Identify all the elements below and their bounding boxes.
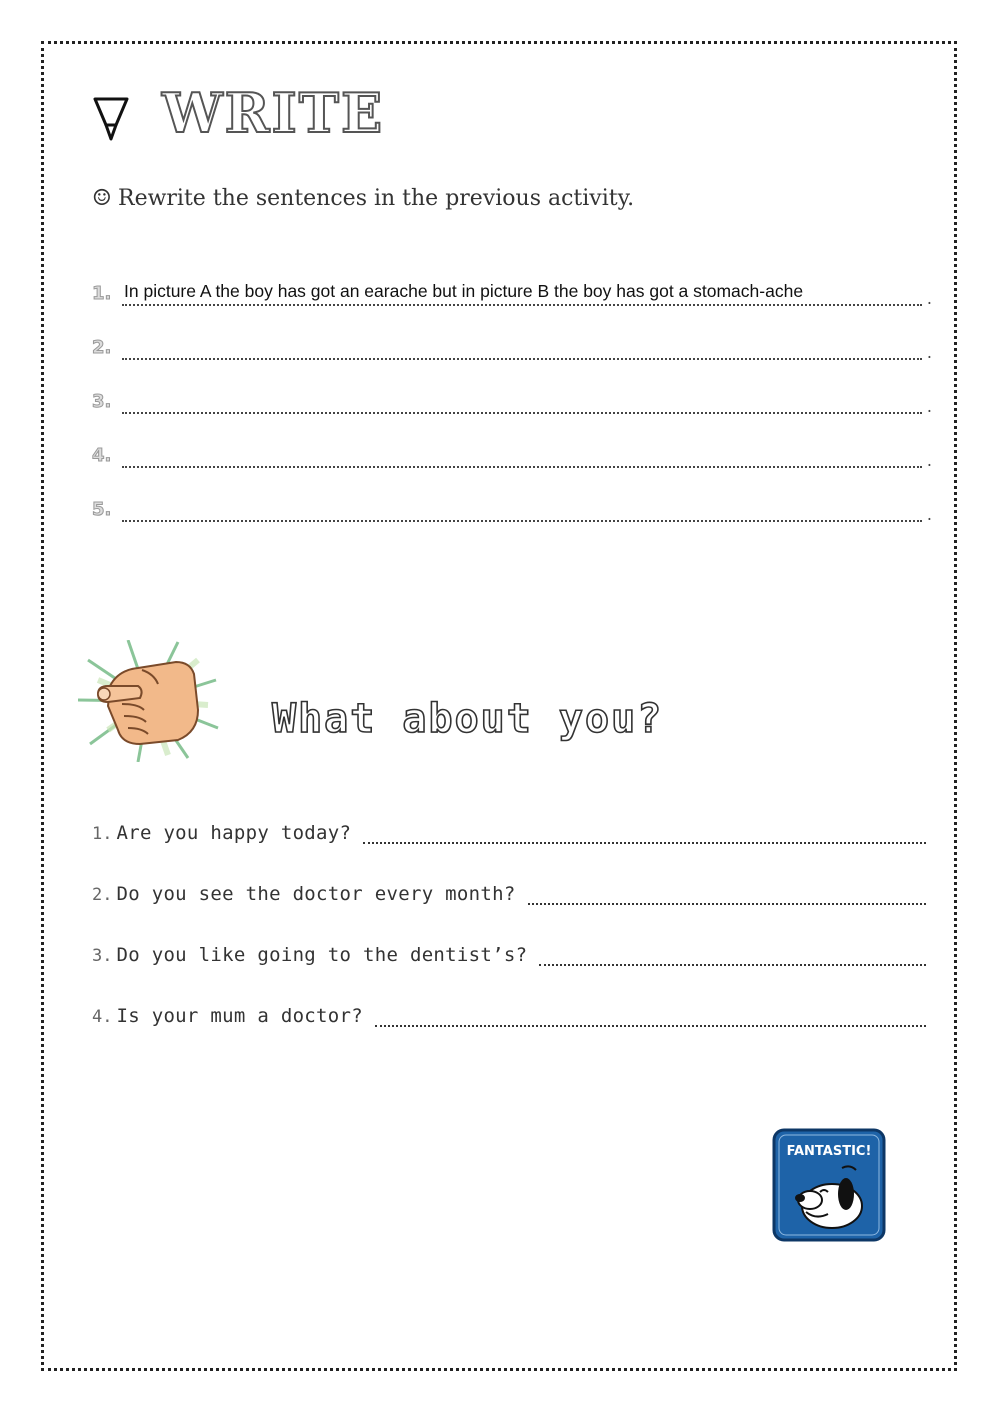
rewrite-number: 3. xyxy=(92,391,112,412)
answer-line xyxy=(122,412,922,414)
rewrite-row xyxy=(92,438,932,468)
rewrite-number: 5. xyxy=(92,499,112,520)
question-text: Are you happy today? xyxy=(116,822,352,844)
answer-line[interactable] xyxy=(528,903,926,905)
answer-line[interactable] xyxy=(539,964,926,966)
rewrite-number: 1. xyxy=(92,283,112,304)
rewrite-row xyxy=(92,384,932,414)
answer-line xyxy=(122,466,922,468)
rewrite-answer[interactable]: In picture A the boy has got an earache but in picture B the boy has got a stomach-ache xyxy=(124,281,804,301)
answer-line[interactable] xyxy=(375,1025,926,1027)
instruction-text: Rewrite the sentences in the previous activity. xyxy=(118,186,635,211)
pointing-hand-icon xyxy=(78,640,220,762)
question-row xyxy=(92,997,926,1027)
end-mark: . xyxy=(926,451,932,470)
page-title: WRITE xyxy=(162,81,385,145)
rewrite-number: 4. xyxy=(92,445,112,466)
end-mark: . xyxy=(926,397,932,416)
question-row xyxy=(92,875,926,905)
svg-text:FANTASTIC!: FANTASTIC! xyxy=(786,1144,872,1159)
question-text: Do you like going to the dentist’s? xyxy=(116,944,528,966)
question-text: Is your mum a doctor? xyxy=(116,1005,364,1027)
section-title: What about you? xyxy=(272,696,664,742)
rewrite-row xyxy=(92,276,932,306)
end-mark: . xyxy=(926,289,932,308)
answer-line xyxy=(122,358,922,360)
pen-icon xyxy=(92,95,130,143)
answer-line[interactable] xyxy=(363,842,926,844)
question-number: 1. xyxy=(92,824,113,844)
question-number: 4. xyxy=(92,1007,113,1027)
smiley-icon: ☺ xyxy=(92,186,112,211)
question-number: 3. xyxy=(92,946,113,966)
answer-line xyxy=(122,304,922,306)
rewrite-row xyxy=(92,492,932,522)
rewrite-number: 2. xyxy=(92,337,112,358)
fantastic-sticker xyxy=(772,1128,886,1242)
question-row xyxy=(92,936,926,966)
answer-line xyxy=(122,520,922,522)
end-mark: . xyxy=(926,343,932,362)
question-number: 2. xyxy=(92,885,113,905)
question-row xyxy=(92,814,926,844)
instruction xyxy=(92,186,634,211)
rewrite-row xyxy=(92,330,932,360)
question-text: Do you see the doctor every month? xyxy=(116,883,516,905)
end-mark: . xyxy=(926,505,932,524)
